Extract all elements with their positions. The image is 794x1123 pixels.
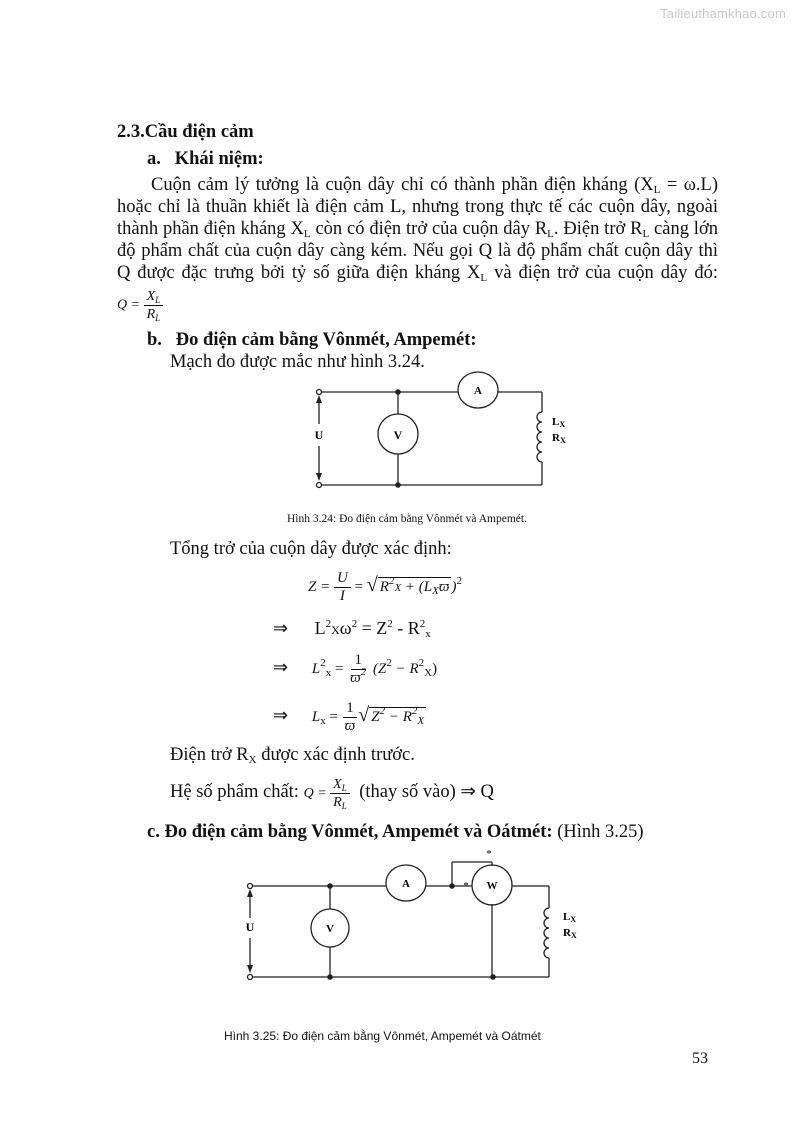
implies-arrow: ⇒: [273, 618, 289, 638]
q-formula: Q = $\frac{X_L}{R_L}$: [117, 288, 163, 323]
arrowhead-down: [316, 473, 322, 481]
junction-dot-bottom: [395, 482, 401, 488]
junction2-dot-top: [327, 883, 333, 889]
terminal-bottom: [317, 483, 322, 488]
page-number: 53: [692, 1050, 708, 1067]
equation-impedance: Z = $\frac{U}{I}$ = √ $R^2X + (L_Xϖ$ )$^2$: [308, 570, 462, 605]
subsection-a-label: a.: [147, 149, 161, 169]
label-ammeter: A: [474, 385, 482, 397]
label2-rx: RX: [563, 927, 577, 940]
wattmeter-star-left: *: [463, 880, 469, 892]
wattmeter-star-top: *: [486, 848, 492, 860]
rx-note: Điện trở $R_X$ được xác định trước.: [170, 745, 415, 766]
inductor-coil: [537, 412, 542, 462]
junction2-dot-bottom: [327, 974, 333, 980]
quality-tail: (thay số vào) ⇒ Q: [359, 782, 494, 802]
equation-inductance-root: ⇒ $L_x$ = $\frac{1}{ϖ}$ √ $Z^2 - R^2_X$: [273, 700, 425, 735]
terminal2-bottom: [248, 975, 253, 980]
circuit-intro: Mạch đo được mắc như hình 3.24.: [170, 352, 425, 372]
quality-factor-line: [170, 774, 494, 812]
junction-dot-top: [395, 389, 401, 395]
arrowhead2-down: [247, 965, 253, 973]
label2-wattmeter: W: [486, 880, 498, 892]
section-title: 2.3.Cầu điện cảm: [117, 122, 254, 142]
label-u: U: [314, 428, 324, 442]
label-rx: RX: [552, 432, 566, 445]
label2-u: U: [245, 920, 255, 934]
terminal2-top: [248, 884, 253, 889]
inductor-coil-2: [544, 908, 549, 958]
paragraph-line-5: Q được đặc trưng bởi tỷ số giữa điện kháng $X_L$ và điện trở của cuộn dây đó:: [117, 263, 718, 284]
junction2-dot-wattmeter: [449, 883, 455, 889]
equation-inductance-squared: ⇒ $L^2X\omega^2 = Z^2 - R^2_x$: [273, 618, 431, 640]
quality-factor-label: Hệ số phẩm chất:: [170, 782, 299, 802]
subsection-b-label: b.: [147, 330, 162, 350]
subsection-a-title: Khái niệm:: [174, 149, 264, 169]
terminal-top: [317, 390, 322, 395]
label2-lx: LX: [563, 911, 577, 924]
label2-ammeter: A: [402, 878, 410, 890]
subsection-b-title: Đo điện cảm bằng Vônmét, Ampemét:: [175, 330, 477, 350]
arrowhead-up: [316, 395, 322, 403]
junction2-dot-wattmeter-bottom: [490, 974, 496, 980]
figure-3-25-caption: Hình 3.25: Đo điện cảm bằng Vônmét, Ampemét và Oátmét: [224, 1029, 541, 1043]
paragraph-line-2: hoặc chỉ là thuần khiết là điện cảm L, nhưng trong thực tế các cuộn dây, ngoài: [117, 197, 718, 217]
equation-inductance-fraction: ⇒ $L^2_x$ = $\frac{1}{ϖ^2}$ $(Z^2 - R^2_X)$: [273, 652, 438, 687]
subsection-c-ref: (Hình 3.25): [552, 822, 644, 842]
impedance-intro: Tổng trở của cuộn dây được xác định:: [170, 539, 452, 559]
arrowhead2-up: [247, 889, 253, 897]
subsection-c-heading: [147, 821, 644, 843]
label-lx: LX: [552, 416, 566, 429]
watermark: Tailieuthamkhao.com: [660, 6, 786, 21]
paragraph-line-3: thành phần điện kháng $X_L$ còn có điện trở của cuộn dây $R_L$. Điện trở $R_L$ càng lớn: [117, 219, 718, 240]
quality-formula: Q = $\frac{X_L}{R_L}$: [304, 786, 354, 801]
label-voltmeter: V: [393, 428, 403, 442]
paragraph-line-1: Cuộn cảm lý tưởng là cuộn dây chỉ có thành phần điện kháng $(X_L = \omega.L)$: [151, 175, 718, 196]
figure-3-24-caption: Hình 3.24: Đo điện cảm bằng Vônmét và Ampemét.: [287, 513, 527, 525]
label2-voltmeter: V: [326, 923, 334, 935]
paragraph-line-4: độ phẩm chất của cuộn dây càng kém. Nếu gọi Q là độ phẩm chất cuộn dây thì: [117, 241, 718, 261]
subsection-c-title: c. Đo điện cảm bằng Vônmét, Ampemét và Oátmét:: [147, 822, 553, 842]
